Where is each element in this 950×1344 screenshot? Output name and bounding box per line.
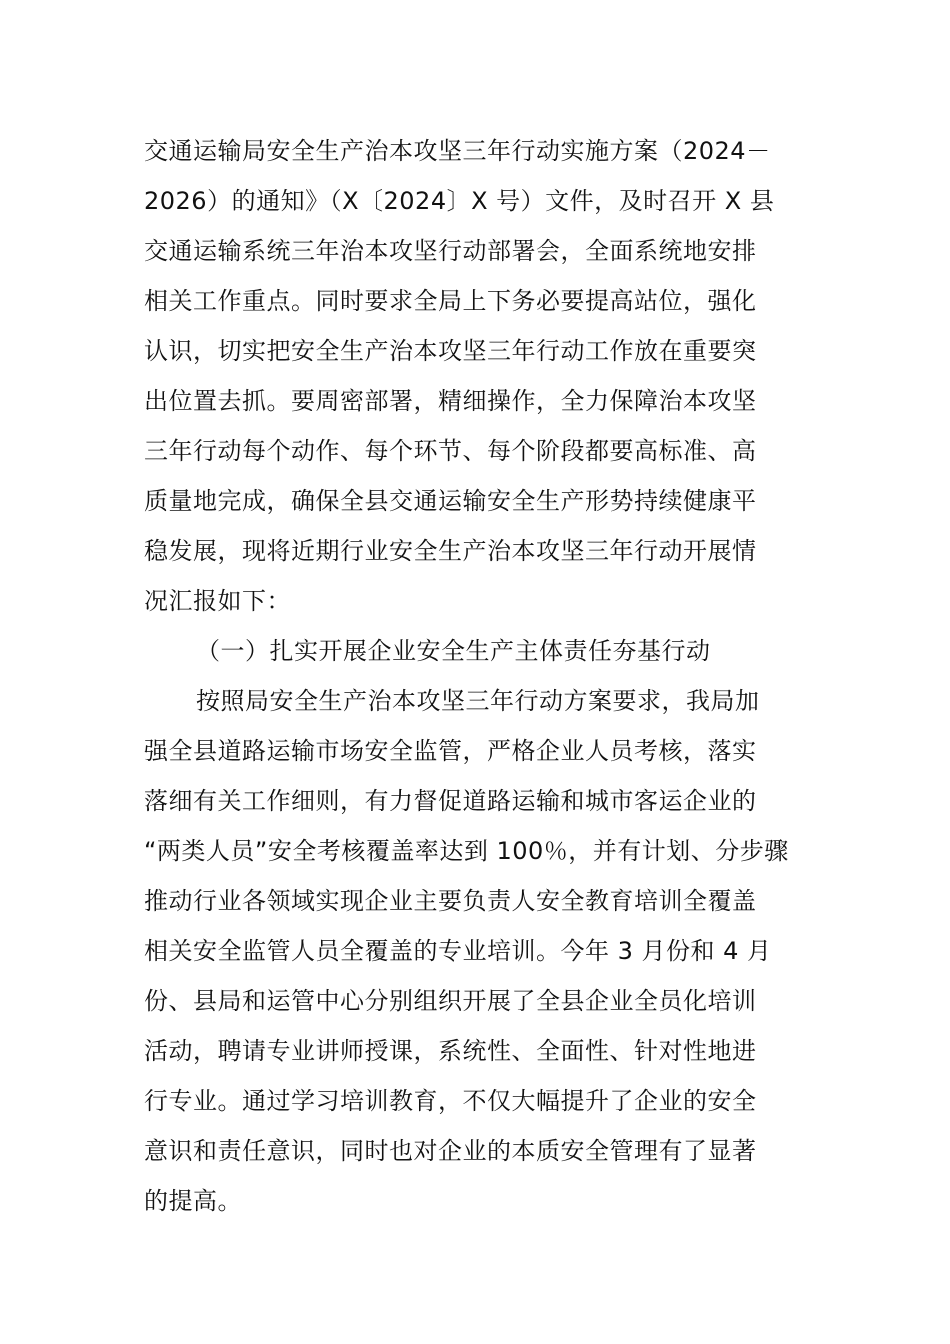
paragraph-line: 行专业。通过学习培训教育，不仅大幅提升了企业的安全 xyxy=(144,1087,757,1115)
paragraph-line: 出位置去抓。要周密部署，精细操作，全力保障治本攻坚 xyxy=(144,387,757,415)
paragraph-line: 相关工作重点。同时要求全局上下务必要提高站位，强化 xyxy=(144,287,757,315)
paragraph-line: 稳发展，现将近期行业安全生产治本攻坚三年行动开展情 xyxy=(144,537,757,565)
paragraph-line: 三年行动每个动作、每个环节、每个阶段都要高标准、高 xyxy=(144,437,757,465)
paragraph-line: 交通运输系统三年治本攻坚行动部署会，全面系统地安排 xyxy=(144,237,757,265)
paragraph-line: 质量地完成，确保全县交通运输安全生产形势持续健康平 xyxy=(144,487,757,515)
section-heading: （一）扎实开展企业安全生产主体责任夯基行动 xyxy=(196,637,711,665)
paragraph-line: 落细有关工作细则，有力督促道路运输和城市客运企业的 xyxy=(144,787,757,815)
paragraph-line: 按照局安全生产治本攻坚三年行动方案要求，我局加 xyxy=(196,687,760,715)
paragraph-line: “两类人员”安全考核覆盖率达到 100％，并有计划、分步骤 xyxy=(144,837,789,865)
paragraph-line: 份、县局和运管中心分别组织开展了全县企业全员化培训 xyxy=(144,987,757,1015)
paragraph-line: 推动行业各领域实现企业主要负责人安全教育培训全覆盖 xyxy=(144,887,757,915)
paragraph-line: 况汇报如下： xyxy=(144,587,291,615)
paragraph-line: 意识和责任意识，同时也对企业的本质安全管理有了显著 xyxy=(144,1137,757,1165)
paragraph-line: 2026）的通知》（X〔2024〕X 号）文件，及时召开 X 县 xyxy=(144,187,775,215)
paragraph-line: 交通运输局安全生产治本攻坚三年行动实施方案（2024－ xyxy=(144,137,771,165)
paragraph-line: 的提高。 xyxy=(144,1187,242,1215)
paragraph-line: 活动，聘请专业讲师授课，系统性、全面性、针对性地进 xyxy=(144,1037,757,1065)
paragraph-line: 相关安全监管人员全覆盖的专业培训。今年 3 月份和 4 月 xyxy=(144,937,772,965)
paragraph-line: 强全县道路运输市场安全监管，严格企业人员考核，落实 xyxy=(144,737,757,765)
paragraph-line: 认识，切实把安全生产治本攻坚三年行动工作放在重要突 xyxy=(144,337,757,365)
